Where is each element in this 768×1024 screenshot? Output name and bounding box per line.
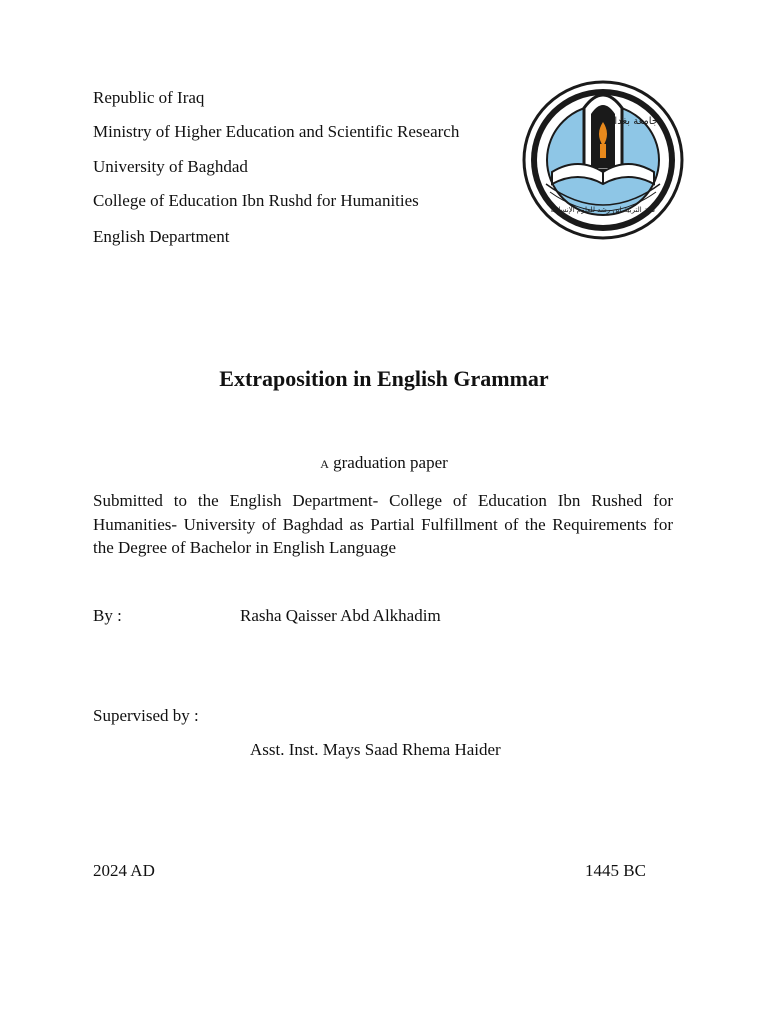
header-college: College of Education Ibn Rushd for Humanities (93, 191, 419, 210)
header-ministry: Ministry of Higher Education and Scientific Research (93, 122, 460, 141)
seal-arabic-top: جامعة بغداد (609, 116, 659, 127)
date-hijri: 1445 BC (585, 861, 646, 880)
paper-subtitle (0, 453, 768, 473)
author-label: By : (93, 606, 122, 625)
supervisor-label: Supervised by : (93, 706, 199, 725)
header-university: University of Baghdad (93, 157, 248, 176)
seal-arabic-bottom: كلية التربية ابن رشد للعلوم الإنسانية (550, 206, 656, 214)
subtitle-text: graduation paper (328, 453, 448, 472)
date-ad: 2024 AD (93, 861, 155, 880)
header-department: English Department (93, 227, 230, 246)
subtitle-article: A (320, 457, 329, 471)
university-seal-icon (522, 80, 684, 240)
university-logo (522, 80, 684, 240)
author-name: Rasha Qaisser Abd Alkhadim (240, 606, 441, 625)
supervisor-name: Asst. Inst. Mays Saad Rhema Haider (250, 740, 501, 759)
submission-statement: Submitted to the English Department- College of Education Ibn Rushed for Humanities- University of Baghdad as Partial Fulfillment of the Requirements for the Degree of Bachelor in English Language (93, 491, 673, 557)
header-country: Republic of Iraq (93, 88, 205, 107)
paper-title: Extraposition in English Grammar (219, 366, 549, 391)
